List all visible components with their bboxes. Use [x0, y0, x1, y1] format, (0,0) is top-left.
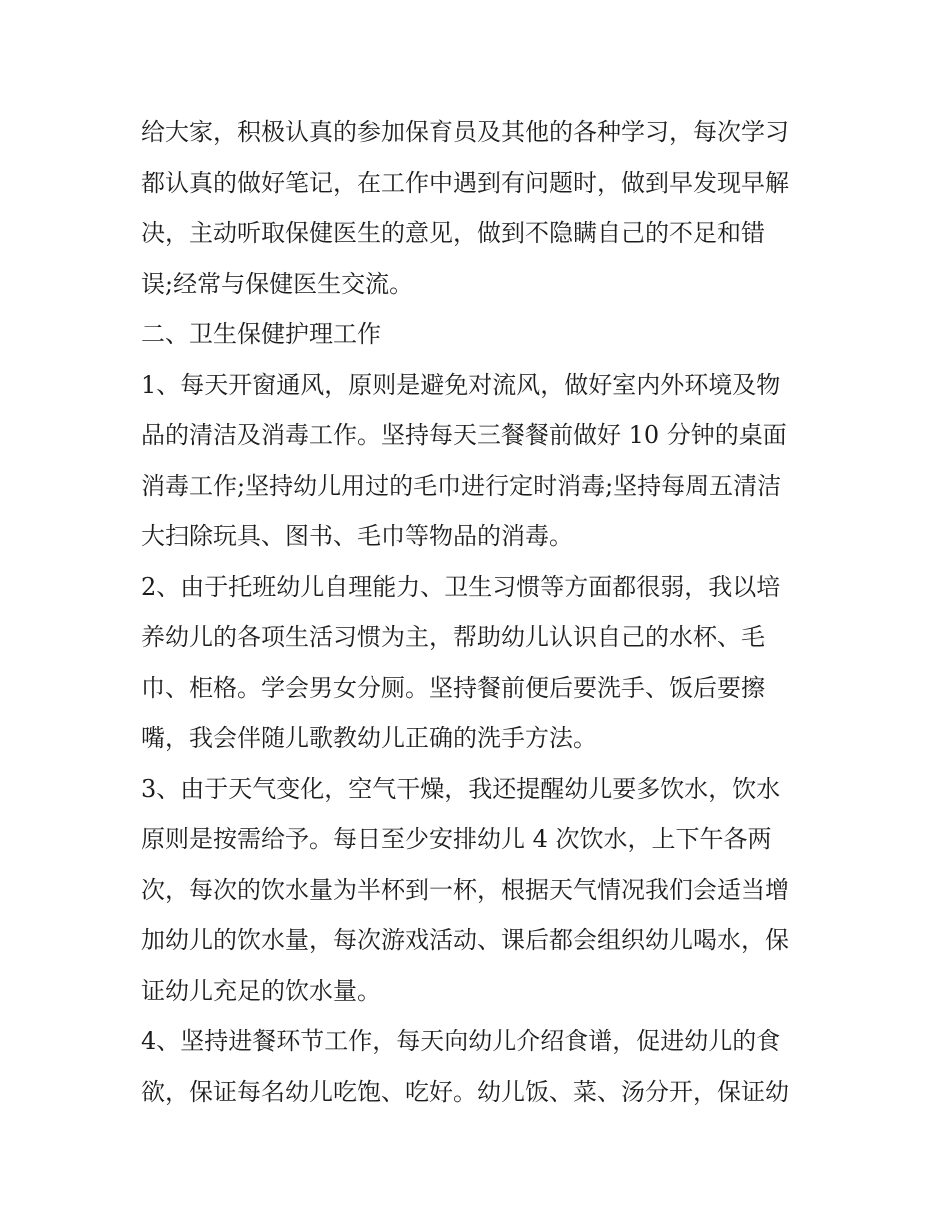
- paragraph: [141, 764, 820, 1017]
- text-line: 欲，保证每名幼儿吃饱、吃好。幼儿饭、菜、汤分开，保证幼: [141, 1077, 789, 1106]
- text-line: 加幼儿的饮水量，每次游戏活动、课后都会组织幼儿喝水，保: [141, 926, 789, 954]
- section-heading: [141, 309, 820, 360]
- text-line: 误;经常与保健医生交流。: [141, 269, 414, 298]
- text-line: 大扫除玩具、图书、毛巾等物品的消毒。: [141, 522, 573, 550]
- text-line: 给大家，积极认真的参加保育员及其他的各种学习，每次学习: [141, 118, 789, 146]
- text-line: 证幼儿充足的饮水量。: [141, 976, 381, 1005]
- text-line: 消毒工作;坚持幼儿用过的毛巾进行定时消毒;坚持每周五清洁: [141, 471, 782, 500]
- text-line: 3、由于天气变化，空气干燥，我还提醒幼儿要多饮水，饮水: [141, 774, 781, 803]
- paragraph: [141, 107, 820, 309]
- body-text: [141, 107, 820, 1117]
- text-line: 巾、柜格。学会男女分厕。坚持餐前便后要洗手、饭后要擦: [141, 673, 765, 702]
- text-line: 品的清洁及消毒工作。坚持每天三餐餐前做好 10 分钟的桌面: [141, 421, 787, 449]
- text-line: 决，主动听取保健医生的意见，做到不隐瞒自己的不足和错: [141, 219, 765, 247]
- text-line: 二、卫生保健护理工作: [141, 320, 381, 348]
- paragraph: [141, 360, 820, 562]
- text-line: 次，每次的饮水量为半杯到一杯，根据天气情况我们会适当增: [141, 875, 789, 904]
- text-line: 2、由于托班幼儿自理能力、卫生习惯等方面都很弱，我以培: [141, 572, 781, 601]
- text-line: 原则是按需给予。每日至少安排幼儿 4 次饮水，上下午各两: [141, 825, 772, 853]
- text-line: 都认真的做好笔记，在工作中遇到有问题时，做到早发现早解: [141, 168, 789, 197]
- text-line: 4、坚持进餐环节工作，每天向幼儿介绍食谱，促进幼儿的食: [141, 1027, 781, 1055]
- text-line: 养幼儿的各项生活习惯为主，帮助幼儿认识自己的水杯、毛: [141, 623, 765, 651]
- paragraph: [141, 562, 820, 764]
- paragraph: [141, 1016, 820, 1117]
- text-line: 嘴，我会伴随儿歌教幼儿正确的洗手方法。: [141, 724, 597, 752]
- text-line: 1、每天开窗通风，原则是避免对流风，做好室内外环境及物: [141, 370, 781, 399]
